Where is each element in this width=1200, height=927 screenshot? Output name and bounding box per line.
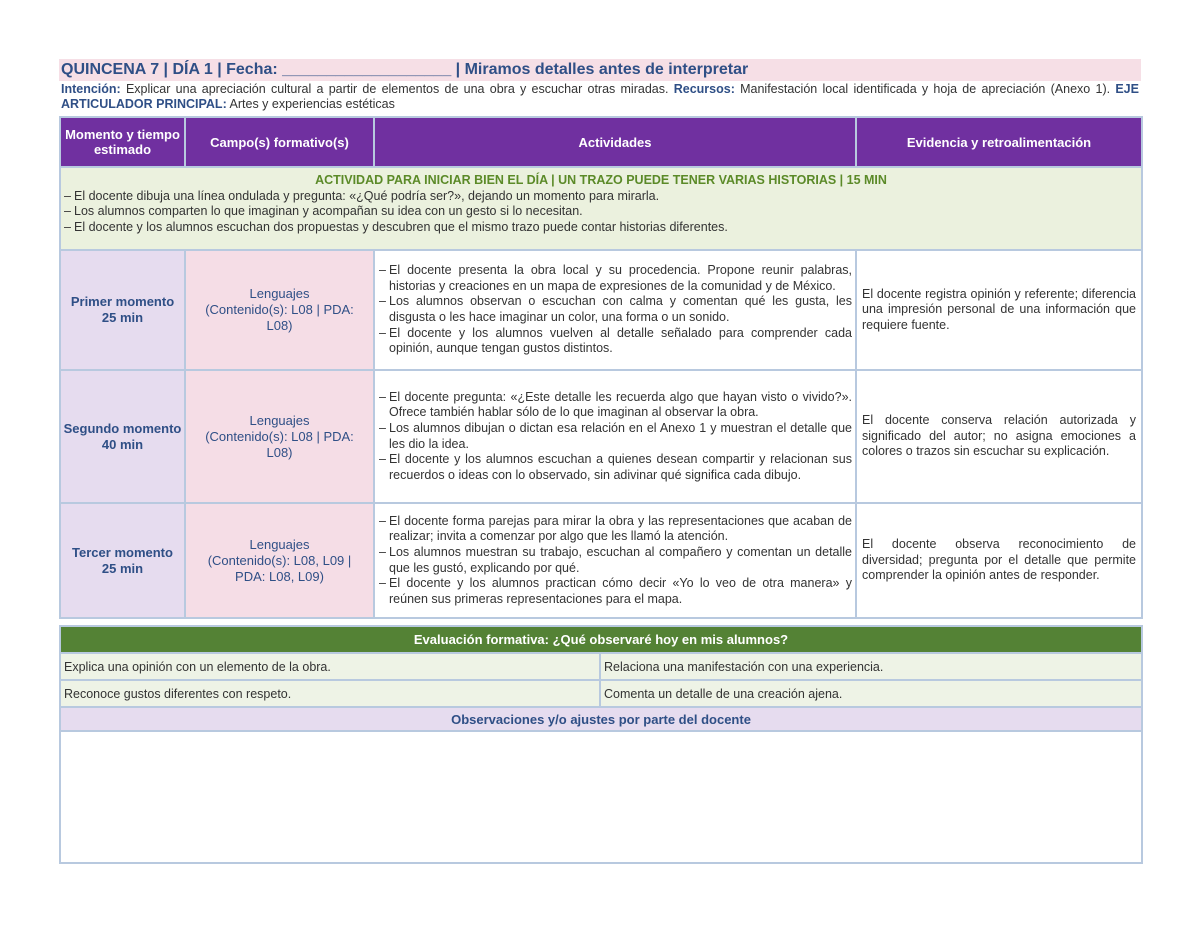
list-item: – Los alumnos observan o escuchan con calma y comentan qué les gusta, les disgusta o les hace imaginar un color, una forma o un sonido. — [379, 294, 852, 325]
actividades-cell — [374, 370, 856, 503]
intent-paragraph — [59, 81, 1141, 112]
observaciones-header-row — [60, 707, 1142, 731]
start-activity-cell — [60, 167, 1142, 250]
actividades-list — [379, 263, 852, 357]
momento-cell — [60, 370, 185, 503]
page-title: QUINCENA 7 | DÍA 1 | Fecha: ___________________ | Miramos detalles antes de interpretar — [61, 61, 749, 78]
momento-time: 40 min — [101, 436, 144, 452]
actividades-cell — [374, 503, 856, 618]
observaciones-text-area[interactable] — [60, 731, 1142, 863]
eje-text: Artes y experiencias estéticas — [229, 97, 395, 111]
momento-cell — [60, 250, 185, 370]
momento-time: 25 min — [101, 560, 144, 576]
momento-time: 25 min — [101, 310, 144, 325]
evaluation-cell: Comenta un detalle de una creación ajena. — [600, 680, 1142, 707]
actividades-list — [379, 514, 852, 608]
start-activity-heading: ACTIVIDAD PARA INICIAR BIEN EL DÍA | UN TRAZO PUEDE TENER VARIAS HISTORIAS | 15 MIN — [315, 173, 887, 187]
list-item: – El docente y los alumnos escuchan dos propuestas y descubren que el mismo trazo puede contar historias diferentes. — [64, 220, 1138, 236]
evaluation-header-row — [60, 626, 1142, 653]
activities-table — [59, 116, 1143, 619]
recursos-text: Manifestación local identificada y hoja de apreciación (Anexo 1). — [740, 82, 1111, 96]
lesson-plan-sheet — [59, 59, 1141, 864]
evaluation-cell: Explica una opinión con un elemento de la obra. — [60, 653, 600, 680]
evaluation-cell: Relaciona una manifestación con una experiencia. — [600, 653, 1142, 680]
evaluation-row — [60, 680, 1142, 707]
table-header-row — [60, 117, 1142, 167]
list-item: – El docente y los alumnos practican cómo decir «Yo lo veo de otra manera» y reúnen sus primeras representaciones para el mapa. — [379, 576, 852, 607]
table-row — [60, 250, 1142, 370]
evidencia-cell: El docente observa reconocimiento de diversidad; pregunta por el detalle que permite comprender la opinión antes de responder. — [856, 503, 1142, 618]
campo-cell — [185, 503, 374, 618]
list-item: – El docente presenta la obra local y su procedencia. Propone reunir palabras, historias y creaciones en un mapa de expresiones de la comunidad y de México. — [379, 263, 852, 294]
campo-contenidos: (Contenido(s): L08 | PDA: L08) — [205, 302, 354, 333]
start-activity-row — [60, 167, 1142, 250]
observaciones-heading: Observaciones y/o ajustes por parte del docente — [60, 707, 1142, 731]
intencion-text: Explicar una apreciación cultural a partir de elementos de una obra y escuchar otras miradas. — [125, 82, 669, 96]
table-row — [60, 370, 1142, 503]
evaluation-cell: Reconoce gustos diferentes con respeto. — [60, 680, 600, 707]
momento-cell — [60, 503, 185, 618]
list-item: – Los alumnos comparten lo que imaginan y acompañan su idea con un gesto si lo necesitan. — [64, 204, 1138, 220]
list-item: – Los alumnos dibujan o dictan esa relación en el Anexo 1 y muestran el detalle que les dio la idea. — [379, 421, 852, 452]
list-item: – El docente y los alumnos escuchan a quienes desean compartir y relacionan sus recuerdos o ideas con lo observado, sin adivinar qué significa cada dibujo. — [379, 452, 852, 483]
list-item: – El docente pregunta: «¿Este detalle les recuerda algo que hayan visto o vivido?». Ofrece también hablar sólo de lo que imaginan al observar la obra. — [379, 390, 852, 421]
column-header-actividades: Actividades — [374, 117, 856, 167]
column-header-campo: Campo(s) formativo(s) — [185, 117, 374, 167]
eje-label: EJE ARTICULADOR PRINCIPAL: — [61, 82, 1139, 111]
evidencia-cell: El docente registra opinión y referente; diferencia una impresión personal de una información que requiere fuente. — [856, 250, 1142, 370]
campo-contenidos: (Contenido(s): L08 | PDA: L08) — [205, 428, 354, 460]
campo-contenidos: (Contenido(s): L08, L09 | PDA: L08, L09) — [207, 552, 352, 584]
table-row — [60, 503, 1142, 618]
list-item: – El docente dibuja una línea ondulada y pregunta: «¿Qué podría ser?», dejando un momento para mirarla. — [64, 189, 1138, 205]
campo-cell — [185, 370, 374, 503]
evaluation-row — [60, 653, 1142, 680]
campo-cell — [185, 250, 374, 370]
actividades-list — [379, 390, 852, 484]
evaluation-heading: Evaluación formativa: ¿Qué observaré hoy en mis alumnos? — [60, 626, 1142, 653]
list-item: – Los alumnos muestran su trabajo, escuchan al compañero y comentan un detalle que les gustó, explicando por qué. — [379, 545, 852, 576]
campo-label: Lenguajes — [249, 412, 310, 428]
momento-label: Tercer momento — [72, 544, 173, 560]
observaciones-body-row — [60, 731, 1142, 863]
campo-label: Lenguajes — [249, 286, 310, 301]
evidencia-cell: El docente conserva relación autorizada y significado del autor; no asigna emociones a colores o trazos sin escuchar su explicación. — [856, 370, 1142, 503]
evaluation-table — [59, 625, 1143, 864]
list-item: – El docente y los alumnos vuelven al detalle señalado para comprender cada opinión, aunque tengan gustos distintos. — [379, 326, 852, 357]
title-band — [59, 59, 1141, 81]
list-item: – El docente forma parejas para mirar la obra y las representaciones que acaban de realizar; invita a comenzar por algo que les llamó la atención. — [379, 514, 852, 545]
campo-label: Lenguajes — [249, 536, 310, 552]
column-header-momento: Momento y tiempo estimado — [60, 117, 185, 167]
recursos-label: Recursos: — [673, 82, 735, 96]
momento-label: Primer momento — [70, 294, 175, 309]
actividades-cell — [374, 250, 856, 370]
start-activity-list — [64, 189, 1138, 236]
intencion-label: Intención: — [61, 82, 121, 96]
momento-label: Segundo momento — [63, 420, 182, 436]
column-header-evidencia: Evidencia y retroalimentación — [856, 117, 1142, 167]
